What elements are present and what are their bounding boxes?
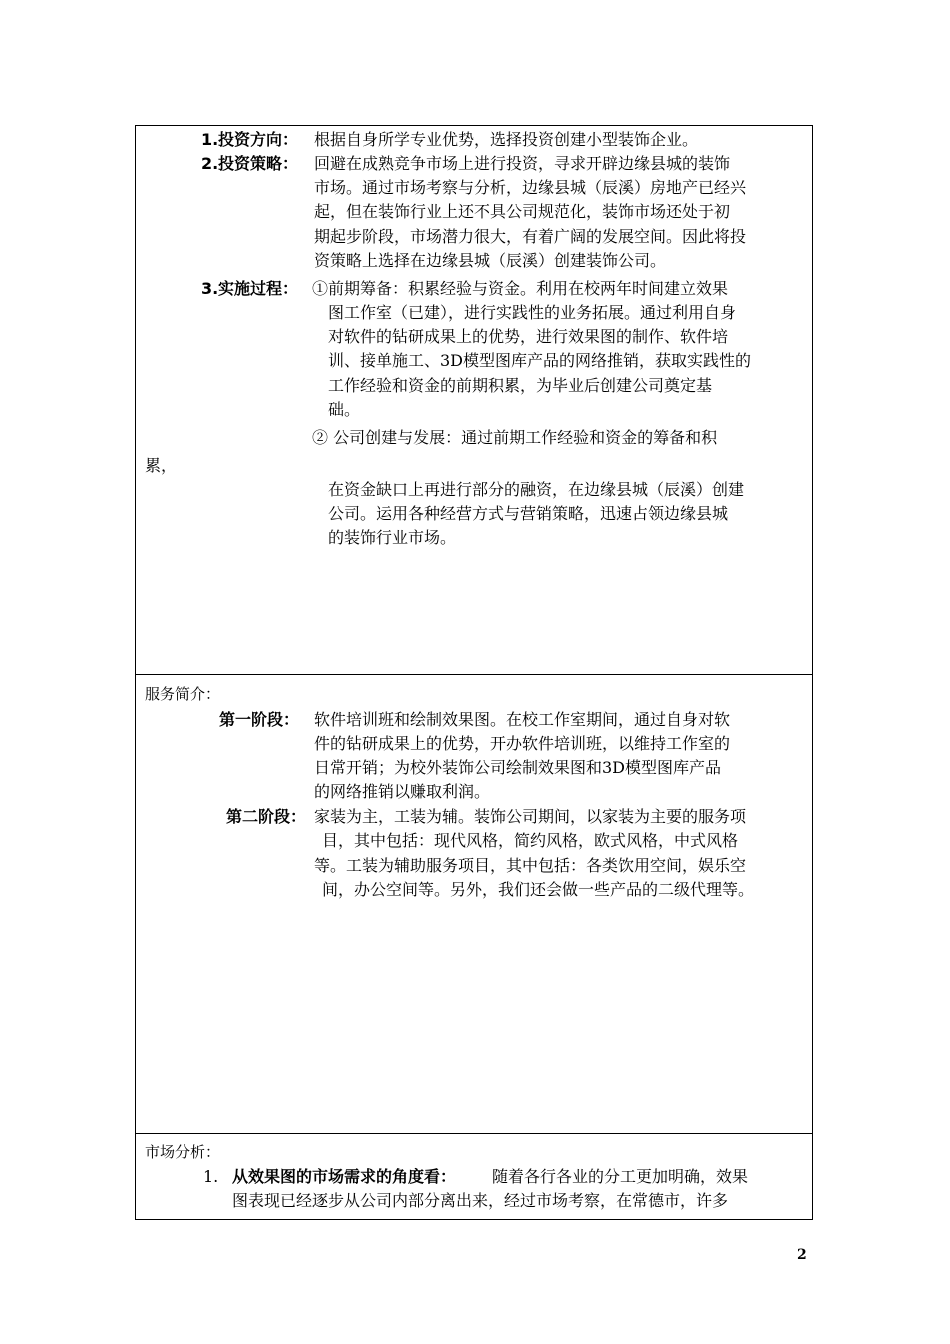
stage-label-one: 第一阶段： <box>219 710 300 729</box>
table-divider-2 <box>135 1133 813 1134</box>
text-line: 图工作室（已建），进行实践性的业务拓展。通过利用自身 <box>328 303 737 322</box>
text-line: 的装饰行业市场。 <box>328 528 457 547</box>
text-line: 在资金缺口上再进行部分的融资，在边缘县城（辰溪）创建 <box>328 480 745 499</box>
page-number: 2 <box>797 1247 807 1263</box>
text-line: 图表现已经逐步从公司内部分离出来，经过市场考察，在常德市，许多 <box>232 1191 729 1210</box>
text-line: ①前期筹备：积累经验与资金。利用在校两年时间建立效果 <box>312 279 729 298</box>
item-label-investment-strategy: 投资策略： <box>218 154 299 173</box>
text-line: 随着各行各业的分工更加明确，效果 <box>492 1167 749 1186</box>
text-line: 的网络推销以赚取利润。 <box>314 782 491 801</box>
text-line: 根据自身所学专业优势，选择投资创建小型装饰企业。 <box>314 130 699 149</box>
text-line: 家装为主，工装为辅。装饰公司期间，以家装为主要的服务项 <box>314 807 747 826</box>
table-divider-1 <box>135 674 813 675</box>
item-label-implementation: 实施过程： <box>218 279 299 298</box>
text-line: 日常开销；为校外装饰公司绘制效果图和3D模型图库产品 <box>314 758 722 777</box>
text-line: 起，但在装饰行业上还不具公司规范化，装饰市场还处于初 <box>314 202 731 221</box>
text-line: 训、接单施工、3D模型图库产品的网络推销，获取实践性的 <box>328 351 752 370</box>
text-line: 市场。通过市场考察与分析，边缘县城（辰溪）房地产已经兴 <box>314 178 747 197</box>
text-line: 工作经验和资金的前期积累，为毕业后创建公司奠定基 <box>328 376 713 395</box>
stage-label-two: 第二阶段： <box>226 807 307 826</box>
text-line: 等。工装为辅助服务项目，其中包括：各类饮用空间，娱乐空 <box>314 856 747 875</box>
overflow-text: 累， <box>145 456 178 475</box>
section-heading-market: 市场分析： <box>145 1143 221 1161</box>
item-label-investment-direction: 投资方向： <box>218 130 299 149</box>
text-line: 资策略上选择在边缘县城（辰溪）创建装饰公司。 <box>314 251 667 270</box>
item-number: 2. <box>201 154 219 173</box>
text-line: 回避在成熟竞争市场上进行投资，寻求开辟边缘县城的装饰 <box>314 154 731 173</box>
text-line: 目，其中包括：现代风格，简约风格，欧式风格，中式风格 <box>322 831 739 850</box>
text-line: 间，办公空间等。另外，我们还会做一些产品的二级代理等。 <box>322 880 755 899</box>
item-number: 1. <box>201 130 219 149</box>
text-line: 件的钻研成果上的优势，开办软件培训班，以维持工作室的 <box>314 734 731 753</box>
text-line: 公司。运用各种经营方式与营销策略，迅速占领边缘县城 <box>328 504 729 523</box>
text-line: 期起步阶段，市场潜力很大，有着广阔的发展空间。因此将投 <box>314 227 747 246</box>
item-number: 1. <box>203 1167 219 1186</box>
section-heading-services: 服务简介： <box>145 685 221 703</box>
item-label-market-demand: 从效果图的市场需求的角度看： <box>232 1167 457 1186</box>
text-line: 础。 <box>328 400 361 419</box>
text-line: ② 公司创建与发展：通过前期工作经验和资金的筹备和积 <box>312 428 718 447</box>
item-number: 3. <box>201 279 219 298</box>
text-line: 对软件的钻研成果上的优势，进行效果图的制作、软件培 <box>328 327 729 346</box>
text-line: 软件培训班和绘制效果图。在校工作室期间，通过自身对软 <box>314 710 731 729</box>
